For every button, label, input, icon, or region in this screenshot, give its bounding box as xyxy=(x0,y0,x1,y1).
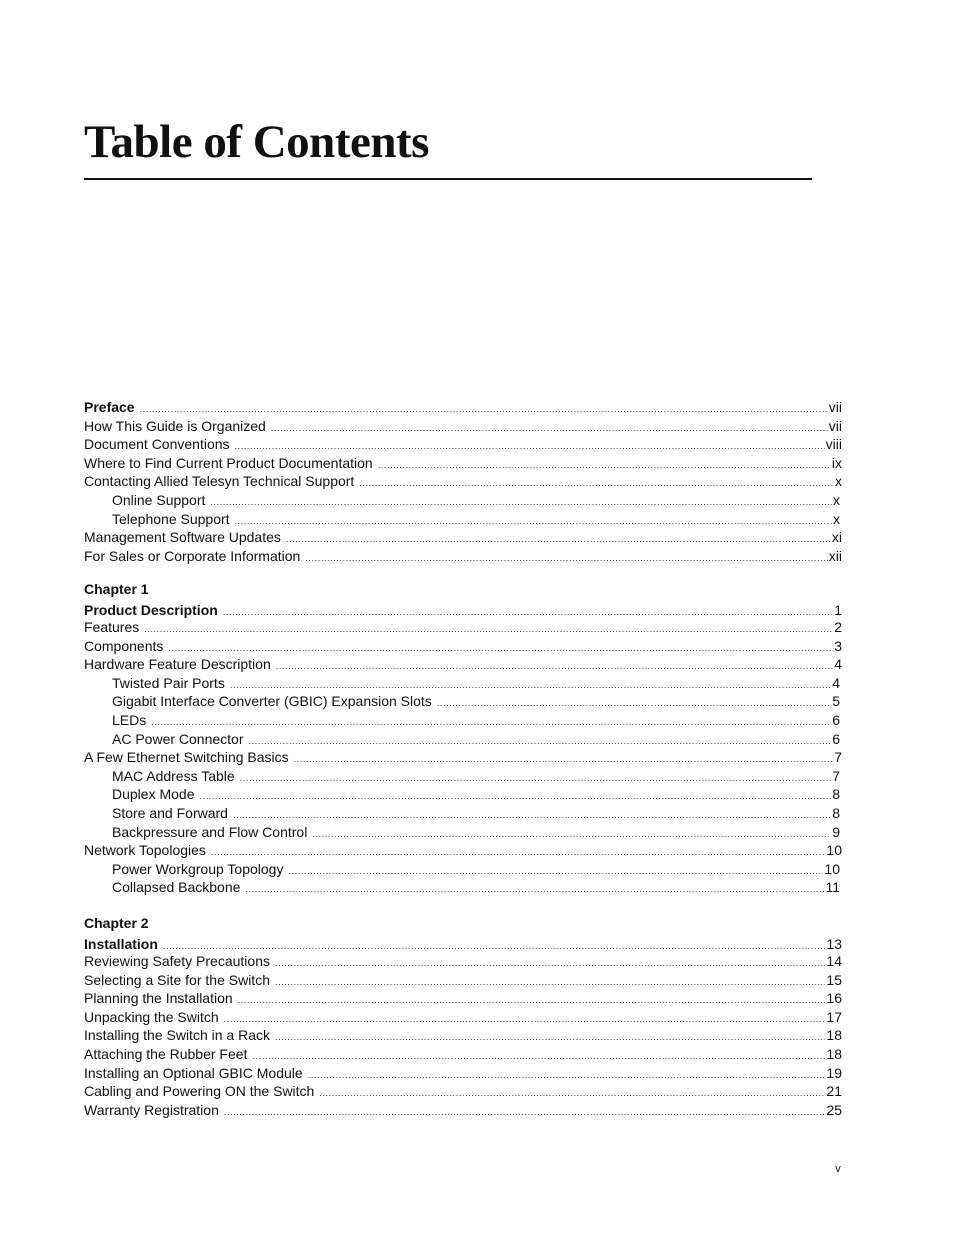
toc-entry[interactable] xyxy=(84,1064,842,1083)
dot-leader xyxy=(151,713,831,732)
toc-entry[interactable] xyxy=(84,1101,842,1120)
dot-leader xyxy=(319,1084,825,1103)
dot-leader xyxy=(240,769,832,788)
toc-entry-label: Document Conventions xyxy=(84,436,230,453)
toc-entry-page: 9 xyxy=(832,823,840,840)
dot-leader xyxy=(275,1028,825,1047)
toc-entry-page: 17 xyxy=(826,1008,842,1025)
dot-leader xyxy=(286,530,831,549)
toc-entry-label: Store and Forward xyxy=(112,804,228,821)
toc-entry[interactable] xyxy=(84,547,842,566)
toc-section-chapter-1 xyxy=(84,580,842,897)
toc-entry-page: viii xyxy=(825,436,842,453)
toc-entry-label: Hardware Feature Description xyxy=(84,656,271,673)
toc-entry-page: 11 xyxy=(825,879,840,896)
toc-entry[interactable] xyxy=(84,1026,842,1045)
toc-entry-label: MAC Address Table xyxy=(112,767,235,784)
toc-entry-page: 14 xyxy=(826,953,842,969)
toc-entry-label: Installation xyxy=(84,936,158,952)
toc-entry-label: Planning the Installation xyxy=(84,990,233,1007)
toc-entry[interactable] xyxy=(84,454,842,473)
toc-entry-label: A Few Ethernet Switching Basics xyxy=(84,749,289,766)
dot-leader xyxy=(210,493,832,512)
toc-entry-page: 2 xyxy=(834,619,842,635)
toc-entry[interactable] xyxy=(84,804,842,823)
toc-entry[interactable] xyxy=(84,785,842,804)
toc-entry-label: LEDs xyxy=(112,711,147,728)
dot-leader xyxy=(238,991,826,1010)
toc-section-chapter-2 xyxy=(84,914,842,1119)
toc-entry-label: Preface xyxy=(84,399,135,415)
toc-heading-entry[interactable] xyxy=(84,936,842,952)
toc-entry[interactable] xyxy=(84,618,842,637)
dot-leader xyxy=(271,419,828,438)
toc-entry[interactable] xyxy=(84,767,842,786)
toc-entry[interactable] xyxy=(84,1045,842,1064)
toc-entry[interactable] xyxy=(84,711,842,730)
toc-entry[interactable] xyxy=(84,1008,842,1027)
toc-entry[interactable] xyxy=(84,435,842,454)
dot-leader xyxy=(378,456,831,475)
toc-entry-label: Online Support xyxy=(112,491,206,508)
dot-leader xyxy=(437,694,831,713)
toc-entry[interactable] xyxy=(84,952,842,971)
toc-entry[interactable] xyxy=(84,860,842,879)
toc-entry[interactable] xyxy=(84,528,842,547)
dot-leader xyxy=(235,512,832,531)
toc-entry-label: Contacting Allied Telesyn Technical Support xyxy=(84,473,355,490)
dot-leader xyxy=(144,620,833,639)
toc-entry-label: AC Power Connector xyxy=(112,730,244,747)
toc-entry[interactable] xyxy=(84,510,842,529)
toc-heading-entry[interactable] xyxy=(84,398,842,417)
toc-entry[interactable] xyxy=(84,417,842,436)
page-title: Table of Contents xyxy=(84,116,429,168)
toc-entry-page: 8 xyxy=(832,804,840,821)
toc-entry-label: Management Software Updates xyxy=(84,529,281,546)
toc-entry-page: 8 xyxy=(832,786,840,803)
toc-entry-page: 4 xyxy=(834,656,842,673)
toc-entry[interactable] xyxy=(84,841,842,860)
toc-entry-page: 1 xyxy=(834,602,842,618)
toc-entry-page: vii xyxy=(828,399,842,415)
toc-entry-page: xii xyxy=(828,547,842,564)
toc-entry[interactable] xyxy=(84,989,842,1008)
dot-leader xyxy=(308,1066,826,1085)
dot-leader xyxy=(288,862,823,881)
toc-entry[interactable] xyxy=(84,878,842,897)
toc-entry-label: Installing the Switch in a Rack xyxy=(84,1027,270,1044)
toc-entry-label: Installing an Optional GBIC Module xyxy=(84,1064,303,1081)
title-rule xyxy=(84,178,812,180)
dot-leader xyxy=(305,549,827,568)
toc-entry[interactable] xyxy=(84,823,842,842)
dot-leader xyxy=(224,1103,826,1122)
toc-heading-entry[interactable] xyxy=(84,602,842,618)
toc-entry-page: 10 xyxy=(824,860,840,877)
toc-entry-label: Attaching the Rubber Feet xyxy=(84,1045,248,1062)
toc-entry-label: Network Topologies xyxy=(84,842,206,859)
dot-leader xyxy=(233,806,831,825)
toc-entry-page: 21 xyxy=(826,1083,842,1100)
toc-entry-page: 5 xyxy=(832,693,840,710)
dot-leader xyxy=(276,657,833,676)
toc-entry-page: 10 xyxy=(826,842,842,859)
toc-entry-label: Power Workgroup Topology xyxy=(112,860,284,877)
toc-entry[interactable] xyxy=(84,637,842,656)
toc-entry-page: x xyxy=(833,510,840,527)
toc-entry[interactable] xyxy=(84,655,842,674)
toc-entry[interactable] xyxy=(84,1082,842,1101)
dot-leader xyxy=(245,880,824,899)
toc-entry-page: 4 xyxy=(832,674,840,691)
toc-entry-page: 7 xyxy=(834,749,842,766)
dot-leader xyxy=(359,474,834,493)
toc-entry-label: Warranty Registration xyxy=(84,1101,219,1118)
toc-entry-page: 15 xyxy=(826,971,842,988)
toc-entry-label: Product Description xyxy=(84,602,218,618)
toc-entry-label: Twisted Pair Ports xyxy=(112,674,225,691)
dot-leader xyxy=(275,973,825,992)
toc-entry-page: 3 xyxy=(834,637,842,654)
dot-leader xyxy=(249,732,832,751)
toc-section-preface xyxy=(84,398,842,565)
toc-entry-label: Unpacking the Switch xyxy=(84,1008,219,1025)
toc-entry-label: Features xyxy=(84,619,140,635)
dot-leader xyxy=(224,1010,826,1029)
chapter-label: Chapter 1 xyxy=(84,581,149,597)
toc-entry[interactable] xyxy=(84,674,842,693)
toc-entry[interactable] xyxy=(84,748,842,767)
toc-entry-label: Selecting a Site for the Switch xyxy=(84,971,270,988)
page-number: v xyxy=(835,1163,841,1175)
toc-entry-page: 13 xyxy=(826,936,842,952)
toc-entry-label: Gigabit Interface Converter (GBIC) Expansion Slots xyxy=(112,693,432,710)
toc-entry-page: x xyxy=(835,473,842,490)
toc-entry[interactable] xyxy=(84,971,842,990)
dot-leader xyxy=(312,825,831,844)
dot-leader xyxy=(211,843,826,862)
toc-entry-label: Reviewing Safety Precautions xyxy=(84,953,270,969)
dot-leader xyxy=(294,750,834,769)
toc-entry-page: 25 xyxy=(826,1101,842,1118)
toc-entry-page: 16 xyxy=(826,990,842,1007)
dot-leader xyxy=(200,787,832,806)
toc-entry-label: Duplex Mode xyxy=(112,786,195,803)
toc-entry-page: vii xyxy=(828,417,842,434)
toc-entry-label: How This Guide is Organized xyxy=(84,417,266,434)
chapter-label: Chapter 2 xyxy=(84,915,149,931)
toc-entry-page: 6 xyxy=(832,730,840,747)
toc-entry-page: 6 xyxy=(832,711,840,728)
toc-entry-page: 18 xyxy=(826,1045,842,1062)
toc-entry-label: For Sales or Corporate Information xyxy=(84,547,301,564)
dot-leader xyxy=(252,1047,825,1066)
toc-entry-page: 7 xyxy=(832,767,840,784)
toc-entry-label: Cabling and Powering ON the Switch xyxy=(84,1083,315,1100)
toc-entry-page: xi xyxy=(831,529,842,546)
toc-entry-label: Components xyxy=(84,637,164,654)
toc-entry-page: 18 xyxy=(826,1027,842,1044)
toc-entry-page: 19 xyxy=(826,1064,842,1081)
dot-leader xyxy=(223,604,833,620)
toc-entry[interactable] xyxy=(84,472,842,491)
toc-entry[interactable] xyxy=(84,692,842,711)
dot-leader xyxy=(275,954,825,973)
toc-entry[interactable] xyxy=(84,491,842,510)
toc-entry-label: Where to Find Current Product Documentation xyxy=(84,454,373,471)
toc-entry-label: Telephone Support xyxy=(112,510,230,527)
toc-entry[interactable] xyxy=(84,730,842,749)
toc-entry-label: Backpressure and Flow Control xyxy=(112,823,308,840)
toc-entry-page: ix xyxy=(831,454,842,471)
toc-entry-page: x xyxy=(833,491,840,508)
toc-entry-label: Collapsed Backbone xyxy=(112,879,241,896)
